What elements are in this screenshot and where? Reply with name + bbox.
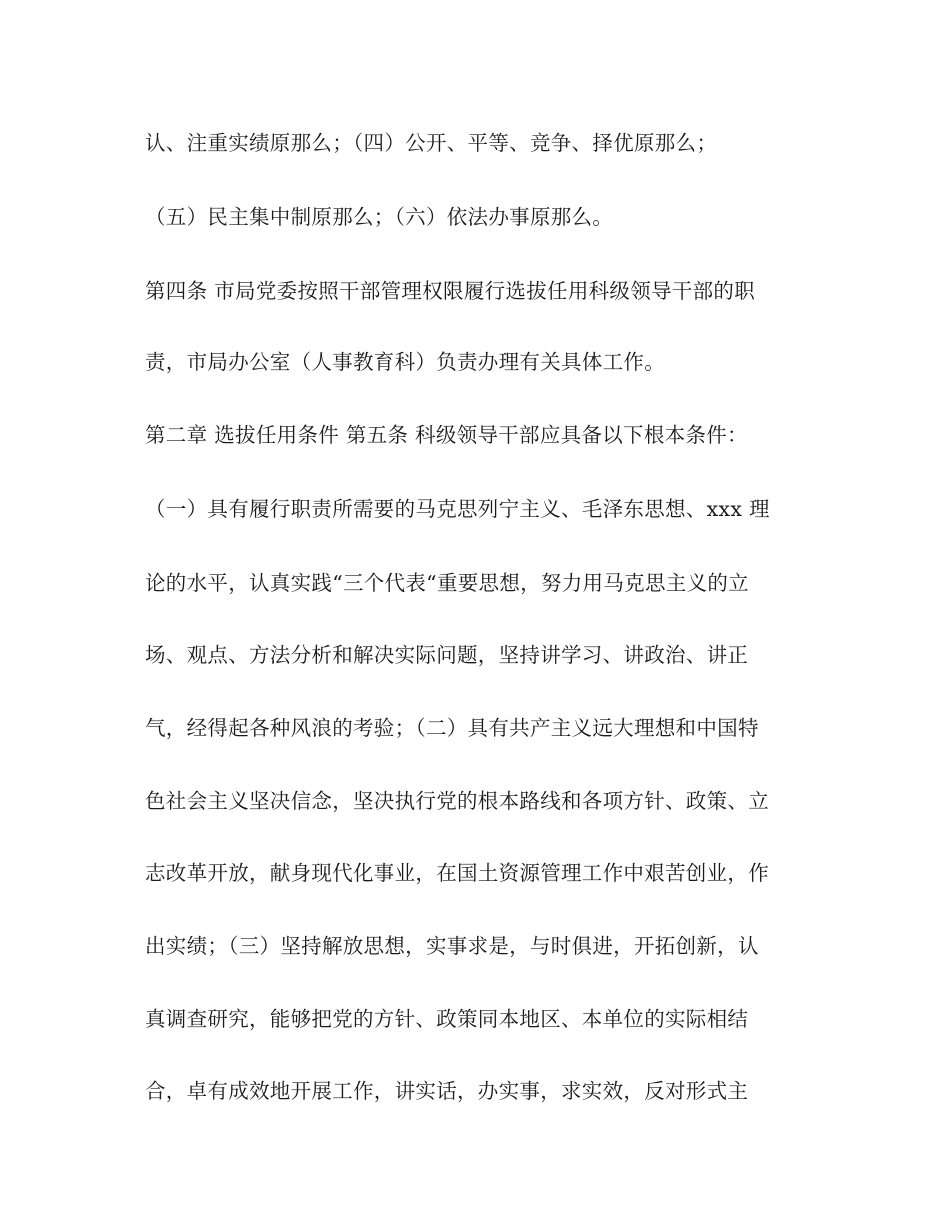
text-line: 志改革开放，献身现代化事业，在国土资源管理工作中艰苦创业，作 [145, 861, 769, 885]
text-line: （五）民主集中制原那么；（六）依法办事原那么。 [145, 205, 614, 229]
text-line: （一）具有履行职责所需要的马克思列宁主义、毛泽东思想、xxx 理 [145, 497, 770, 521]
text-line: 场、观点、方法分析和解决实际问题，坚持讲学习、讲政治、讲正 [145, 643, 749, 667]
text-line: 真调查研究，能够把党的方针、政策同本地区、本单位的实际相结 [145, 1007, 749, 1031]
text-line: 气，经得起各种风浪的考验；（二）具有共产主义远大理想和中国特 [145, 716, 759, 740]
text-line: 色社会主义坚决信念，坚决执行党的根本路线和各项方针、政策、立 [145, 789, 769, 813]
text-line: 出实绩；（三）坚持解放思想，实事求是，与时俱进，开拓创新，认 [145, 934, 759, 958]
text-line: 责，市局办公室（人事教育科）负责办理有关具体工作。 [145, 350, 665, 374]
text-line: 论的水平，认真实践“三个代表“重要思想，努力用马克思主义的立 [145, 571, 749, 595]
text-line: 合，卓有成效地开展工作，讲实话，办实事，求实效，反对形式主 [145, 1079, 749, 1103]
text-line: 第四条 市局党委按照干部管理权限履行选拔任用科级领导干部的职 [145, 279, 756, 303]
text-line: 第二章 选拔任用条件 第五条 科级领导干部应具备以下根本条件： [145, 423, 748, 447]
text-line: 认、注重实绩原那么；（四）公开、平等、竞争、择优原那么； [145, 131, 718, 155]
